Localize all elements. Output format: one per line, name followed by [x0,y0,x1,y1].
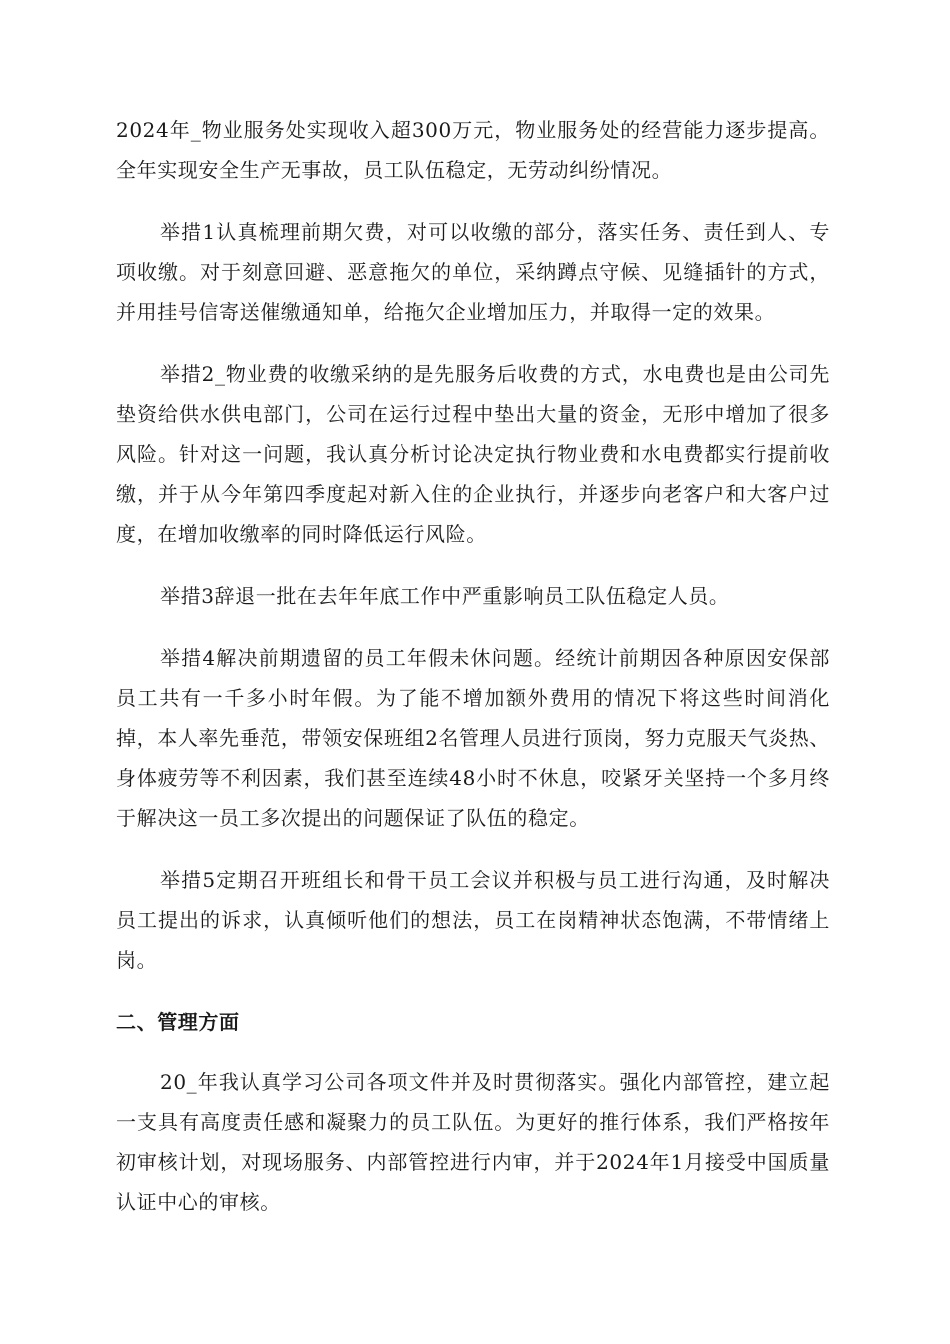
paragraph-measure-5: 举措5定期召开班组长和骨干员工会议并积极与员工进行沟通，及时解决员工提出的诉求，认真倾听他们的想法，员工在岗精神状态饱满，不带情绪上岗。 [116,868,830,972]
paragraph-revenue-summary: 2024年_物业服务处实现收入超300万元，物业服务处的经营能力逐步提高。全年实现安全生产无事故，员工队伍稳定，无劳动纠纷情况。 [116,118,830,182]
paragraph-measure-1: 举措1认真梳理前期欠费，对可以收缴的部分，落实任务、责任到人、专项收缴。对于刻意回避、恶意拖欠的单位，采纳蹲点守候、见缝插针的方式，并用挂号信寄送催缴通知单，给拖欠企业增加压力，并取得一定的效果。 [116,220,830,324]
section-heading-management: 二、管理方面 [116,1010,240,1034]
paragraph-management: 20_年我认真学习公司各项文件并及时贯彻落实。强化内部管控，建立起一支具有高度责任感和凝聚力的员工队伍。为更好的推行体系，我们严格按年初审核计划，对现场服务、内部管控进行内审，并于2024年1月接受中国质量认证中心的审核。 [116,1070,830,1214]
paragraph-measure-2: 举措2_物业费的收缴采纳的是先服务后收费的方式，水电费也是由公司先垫资给供水供电部门，公司在运行过程中垫出大量的资金，无形中增加了很多风险。针对这一问题，我认真分析讨论决定执行物业费和水电费都实行提前收缴，并于从今年第四季度起对新入住的企业执行，并逐步向老客户和大客户过度，在增加收缴率的同时降低运行风险。 [116,362,830,546]
paragraph-measure-3: 举措3辞退一批在去年年底工作中严重影响员工队伍稳定人员。 [160,584,730,608]
paragraph-measure-4: 举措4解决前期遗留的员工年假未休问题。经统计前期因各种原因安保部员工共有一千多小时年假。为了能不增加额外费用的情况下将这些时间消化掉，本人率先垂范，带领安保班组2名管理人员进行顶岗，努力克服天气炎热、身体疲劳等不利因素，我们甚至连续48小时不休息，咬紧牙关坚持一个多月终于解决这一员工多次提出的问题保证了队伍的稳定。 [116,646,830,830]
